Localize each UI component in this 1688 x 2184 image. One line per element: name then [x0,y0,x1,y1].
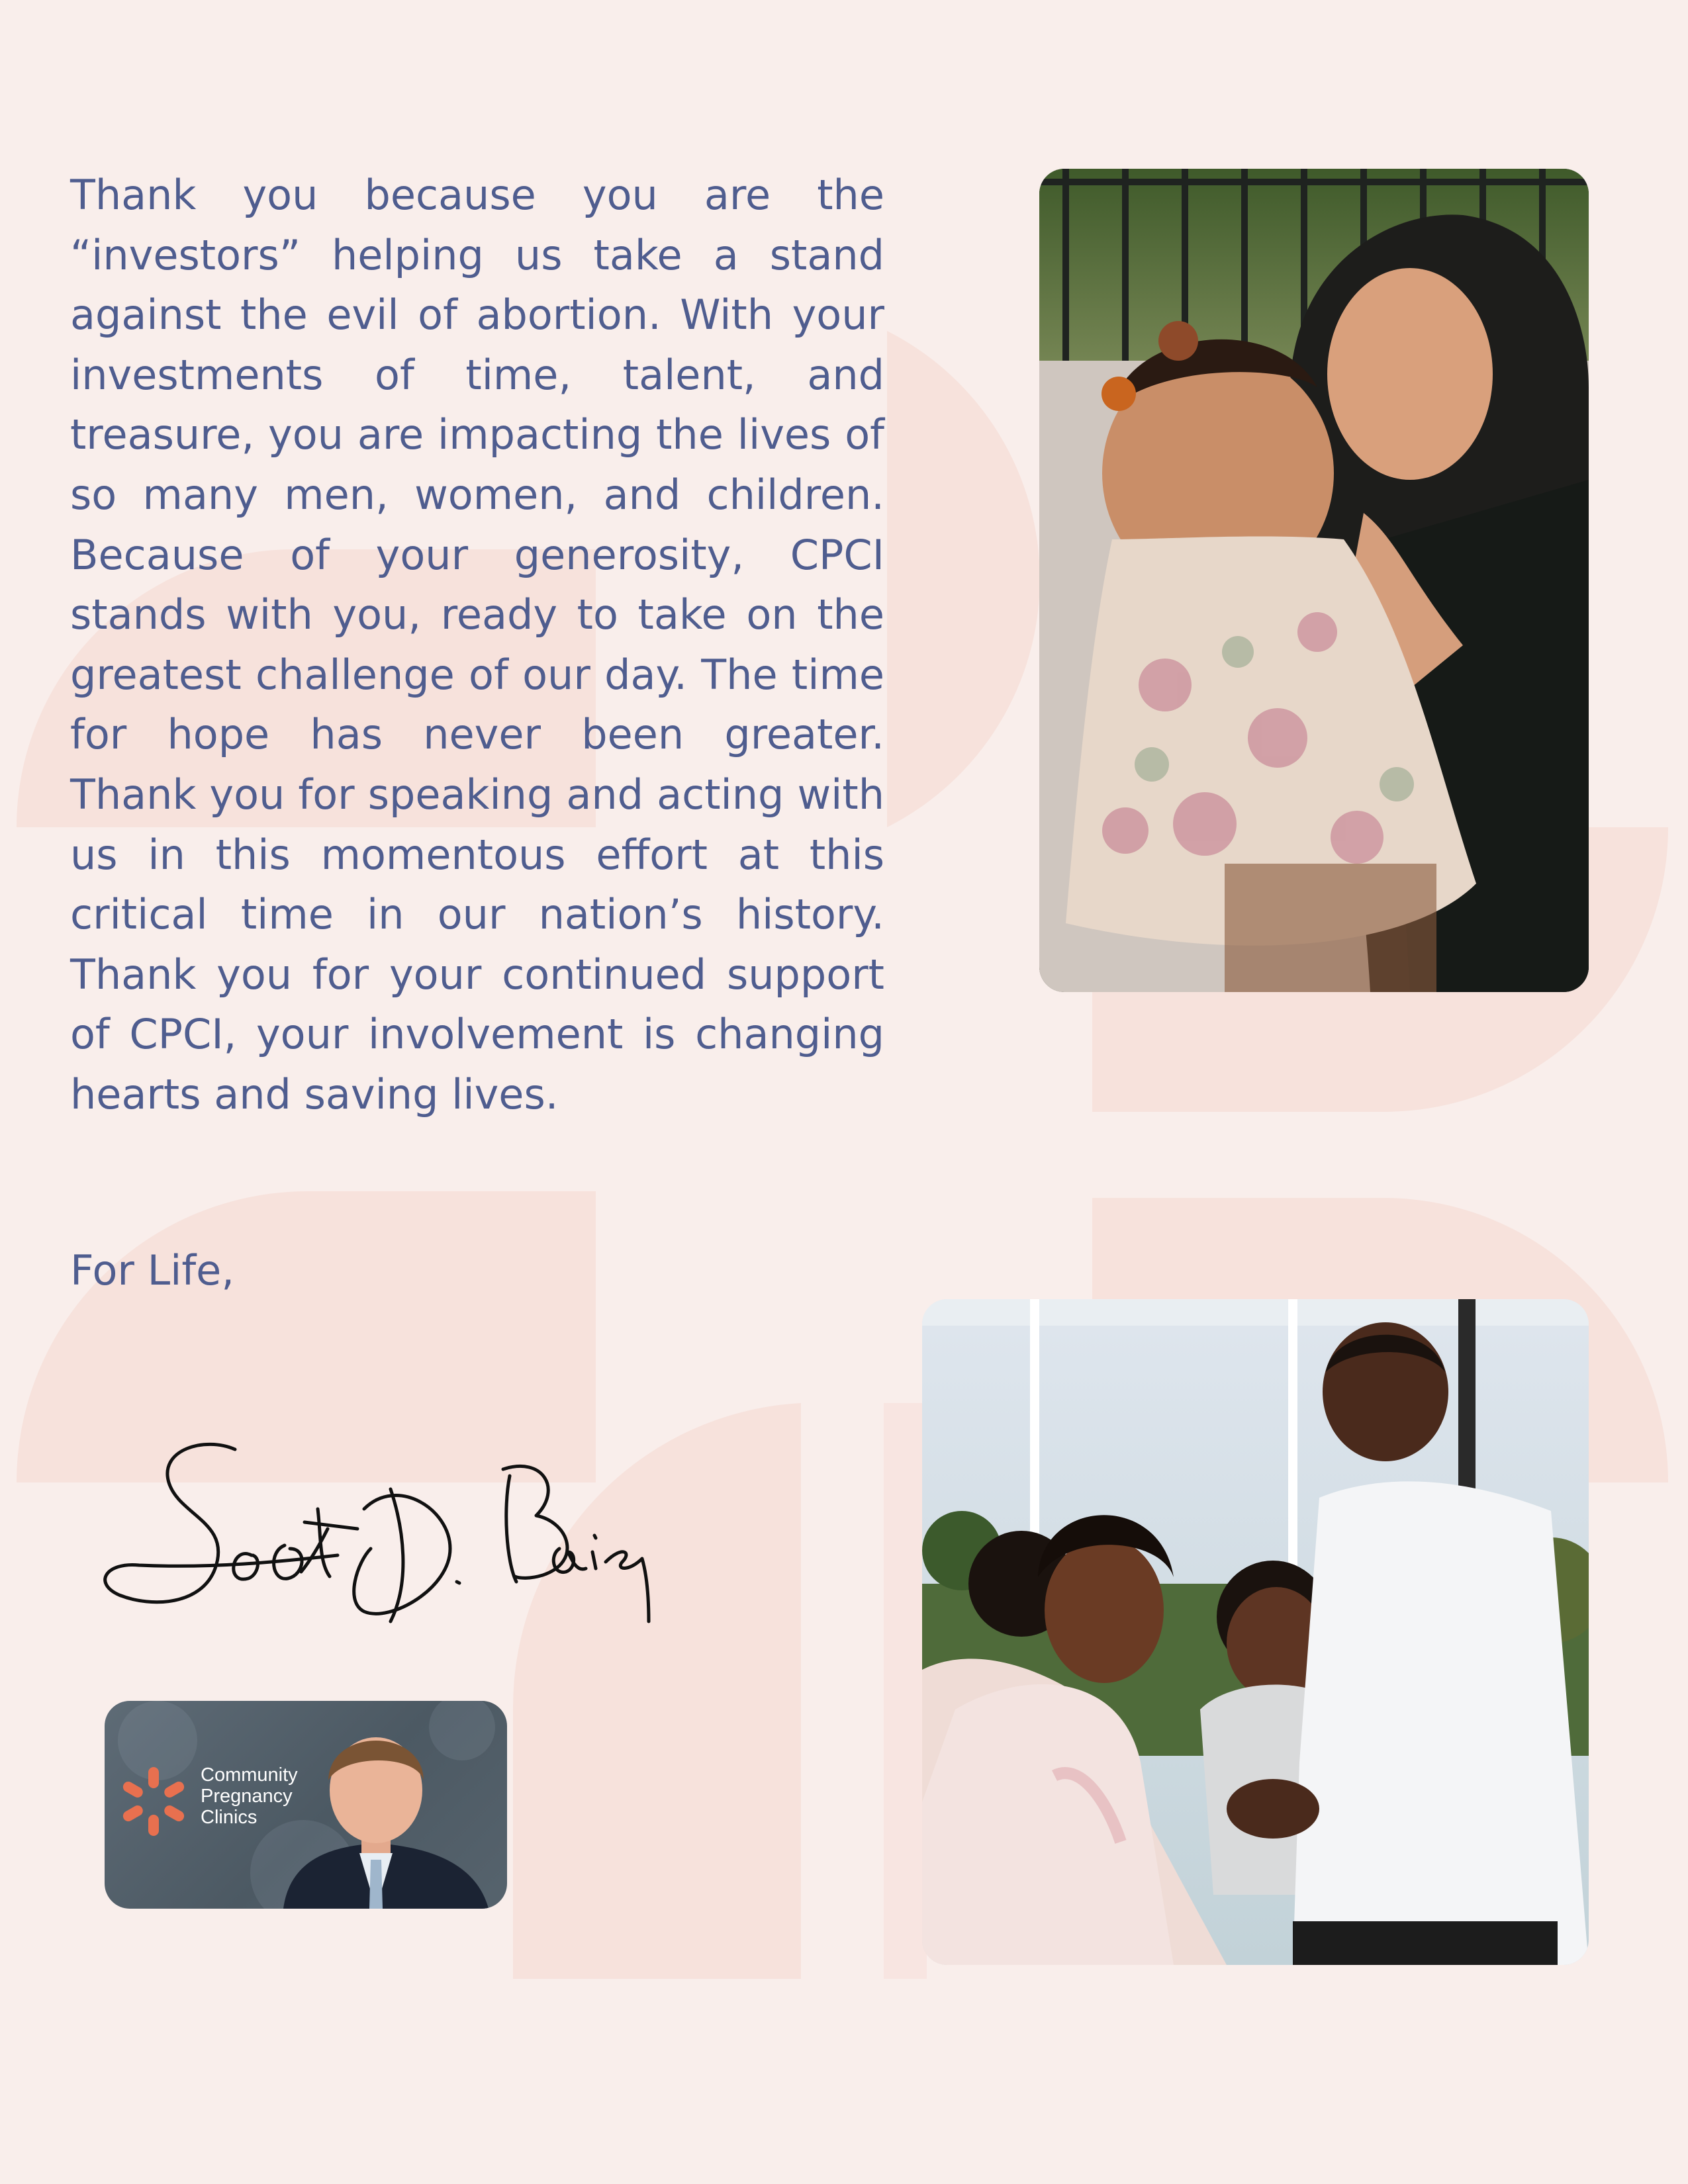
mother-holding-toddler-photo [1039,169,1589,992]
letter-body-text: Thank you because you are the “investors” helping us take a stand against the evil of abortion. With your investments of time, talent, and treasure, you are impacting the lives of so many men, women, and children. Because of your generosity, CPCI stands with you, ready to take on the greatest challenge of our day. The time for hope has never been greater. Thank you for speaking and acting with us in this momentous effort at this critical time in our nation’s history. Thank you for your continued support of CPCI, your involvement is changing hearts and saving lives. [70,171,884,1118]
author-card [105,1701,507,1909]
org-name-line: Clinics [201,1807,258,1828]
org-name-line: Pregnancy [201,1786,293,1807]
decor-petal [884,1403,927,1979]
clinic-logo-icon [114,1762,193,1841]
sign-off: For Life, [70,1246,235,1295]
clinic-org-name [201,1764,346,1828]
family-with-children-photo [922,1299,1589,1965]
handwritten-signature [79,1430,662,1648]
decor-petal [887,331,1040,827]
org-name-line: Community [201,1764,298,1786]
